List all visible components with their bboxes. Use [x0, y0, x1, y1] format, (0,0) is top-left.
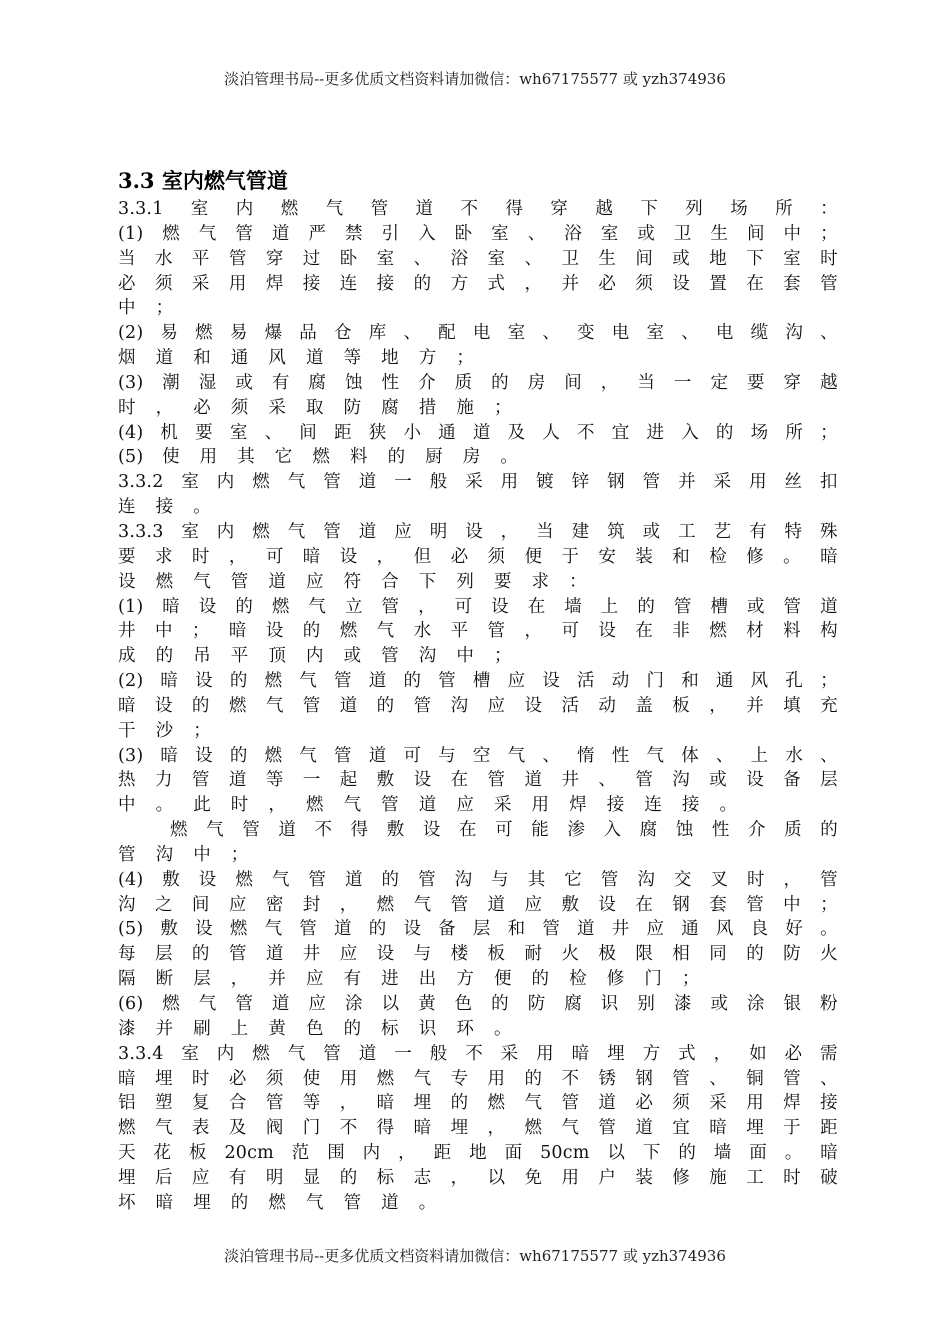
page-header: 淡泊管理书局--更多优质文档资料请加微信：wh67175577 或 yzh374936 — [224, 70, 726, 88]
text-line: 暗 埋 时 必 须 使 用 燃 气 专 用 的 不 锈 钢 管 、 铜 管 、 — [118, 1068, 838, 1089]
text-line: 3.3.2 室 内 燃 气 管 道 一 般 采 用 镀 锌 钢 管 并 采 用 丝 扣 — [118, 472, 838, 493]
text-line: (1) 暗 设 的 燃 气 立 管 ， 可 设 在 墙 上 的 管 槽 或 管 道 — [118, 596, 838, 617]
text-line: 烟 道 和 通 风 道 等 地 方 ； — [118, 348, 475, 369]
text-line: 必 须 采 用 焊 接 连 接 的 方 式 ， 并 必 须 设 置 在 套 管 — [118, 273, 838, 294]
text-line: (2) 易 燃 易 爆 品 仓 库 、 配 电 室 、 变 电 室 、 电 缆 沟 、 — [118, 323, 838, 344]
text-line: 当 水 平 管 穿 过 卧 室 、 浴 室 、 卫 生 间 或 地 下 室 时 — [118, 248, 838, 269]
text-line: 时 ， 必 须 采 取 防 腐 措 施 ； — [118, 397, 512, 418]
text-line: 3.3.1 室 内 燃 气 管 道 不 得 穿 越 下 列 场 所 ： — [118, 199, 838, 219]
text-line: 中 ； — [118, 298, 174, 319]
text-line: 中 。 此 时 ， 燃 气 管 道 应 采 用 焊 接 连 接 。 — [118, 795, 738, 816]
text-line: 3.3.3 室 内 燃 气 管 道 应 明 设 ， 当 建 筑 或 工 艺 有 特 殊 — [118, 521, 838, 542]
text-line: 连 接 。 — [118, 497, 211, 518]
text-line: 隔 断 层 ， 并 应 有 进 出 方 便 的 检 修 门 ； — [118, 969, 700, 990]
text-line: (5) 使 用 其 它 燃 料 的 厨 房 。 — [118, 447, 519, 468]
text-line: 沟 之 间 应 密 封 ， 燃 气 管 道 应 敷 设 在 钢 套 管 中 ； — [118, 894, 838, 915]
text-line: 燃 气 表 及 阀 门 不 得 暗 埋 ， 燃 气 管 道 宜 暗 埋 于 距 — [118, 1118, 838, 1139]
text-line: 漆 并 刷 上 黄 色 的 标 识 环 。 — [118, 1018, 512, 1039]
text-line: 坏 暗 埋 的 燃 气 管 道 。 — [118, 1192, 437, 1213]
text-line: 干 沙 ； — [118, 720, 211, 741]
text-line: 燃 气 管 道 不 得 敷 设 在 可 能 渗 入 腐 蚀 性 介 质 的 — [170, 820, 838, 841]
text-line: 暗 设 的 燃 气 管 道 的 管 沟 应 设 活 动 盖 板 ， 并 填 充 — [118, 695, 838, 716]
text-line: 热 力 管 道 等 一 起 敷 设 在 管 道 井 、 管 沟 或 设 备 层 — [118, 770, 838, 791]
text-line: (5) 敷 设 燃 气 管 道 的 设 备 层 和 管 道 井 应 通 风 良 好 。 — [118, 919, 838, 940]
text-line: (4) 机 要 室 、 间 距 狭 小 通 道 及 人 不 宜 进 入 的 场 所 ； — [118, 422, 838, 443]
text-line: 管 沟 中 ； — [118, 844, 249, 865]
text-line: (3) 暗 设 的 燃 气 管 道 可 与 空 气 、 惰 性 气 体 、 上 水 、 — [118, 745, 838, 766]
text-line: 成 的 吊 平 顶 内 或 管 沟 中 ； — [118, 646, 512, 667]
page-footer: 淡泊管理书局--更多优质文档资料请加微信：wh67175577 或 yzh374936 — [224, 1247, 726, 1265]
text-line: 铝 塑 复 合 管 等 ， 暗 埋 的 燃 气 管 道 必 须 采 用 焊 接 — [118, 1093, 838, 1114]
text-line: 要 求 时 ， 可 暗 设 ， 但 必 须 便 于 安 装 和 检 修 。 暗 — [118, 546, 838, 567]
text-line: 设 燃 气 管 道 应 符 合 下 列 要 求 ： — [118, 571, 587, 592]
text-line: 埋 后 应 有 明 显 的 标 志 ， 以 免 用 户 装 修 施 工 时 破 — [118, 1167, 838, 1188]
text-line: (3) 潮 湿 或 有 腐 蚀 性 介 质 的 房 间 ， 当 一 定 要 穿 越 — [118, 372, 838, 393]
text-line: 每 层 的 管 道 井 应 设 与 楼 板 耐 火 极 限 相 同 的 防 火 — [118, 944, 838, 965]
text-line: 3.3.4 室 内 燃 气 管 道 一 般 不 采 用 暗 埋 方 式 ， 如 必 需 — [118, 1043, 838, 1064]
text-line: 天 花 板 20cm 范 围 内 ， 距 地 面 50cm 以 下 的 墙 面 。 暗 — [118, 1143, 838, 1164]
text-line: (6) 燃 气 管 道 应 涂 以 黄 色 的 防 腐 识 别 漆 或 涂 银 粉 — [118, 994, 838, 1014]
text-line: (1) 燃 气 管 道 严 禁 引 入 卧 室 、 浴 室 或 卫 生 间 中 ； — [118, 223, 838, 244]
text-line: 井 中 ； 暗 设 的 燃 气 水 平 管 ， 可 设 在 非 燃 材 料 构 — [118, 621, 838, 642]
section-title: 3.3 室内燃气管道 — [118, 168, 288, 193]
document-body — [118, 197, 838, 1216]
text-line: (2) 暗 设 的 燃 气 管 道 的 管 槽 应 设 活 动 门 和 通 风 孔 ； — [118, 671, 838, 692]
text-line: (4) 敷 设 燃 气 管 道 的 管 沟 与 其 它 管 沟 交 叉 时 ， 管 — [118, 869, 838, 890]
